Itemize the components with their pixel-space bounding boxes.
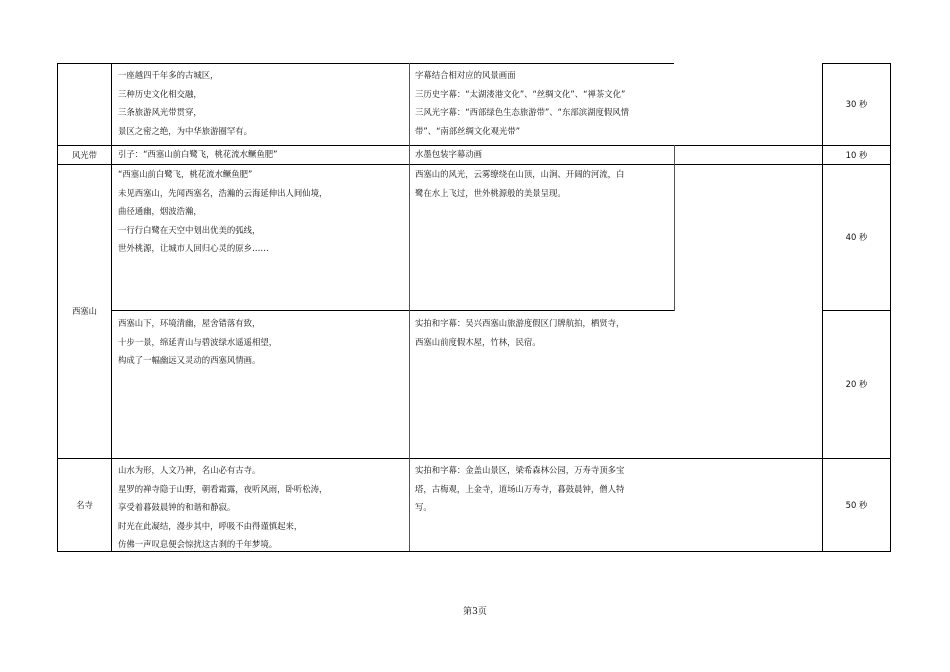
row-3-category: 西塞山 [71, 306, 98, 317]
row-3-duration: 40 秒 [845, 232, 868, 243]
narration-line: 星罗的禅寺隐于山野，朝看霜露，夜听风雨，卧听松涛， [118, 483, 328, 494]
narration-line: 曲径通幽，烟波浩瀚， [118, 206, 202, 216]
row-1-narration [118, 66, 252, 140]
narration-line: 时光在此凝结，漫步其中，呼吸不由得谨慎起来， [118, 520, 303, 531]
visual-line: 实拍和字幕：吴兴西塞山旅游度假区门牌航拍，栖贤寺， [415, 318, 625, 328]
narration-line: 山水为形，人文乃神，名山必有古寺。 [118, 465, 261, 475]
visual-line: 鹭在水上飞过，世外桃源般的美景呈现。 [415, 187, 566, 198]
narration-line: 引子：“西塞山前白鹭飞，桃花流水鳜鱼肥” [118, 149, 278, 159]
column-divider-2 [409, 63, 410, 551]
narration-line: 三条旅游风光带贯穿， [118, 107, 202, 117]
row-5-narration [118, 461, 327, 554]
visual-line: 写。 [415, 502, 432, 512]
visual-line: 三历史字幕：“太湖溇港文化”、“丝绸文化”、“禅茶文化” [415, 88, 626, 99]
row-3-narration [118, 165, 327, 258]
row-1-duration: 30 秒 [845, 99, 868, 110]
row-4-visual [415, 314, 624, 351]
narration-line: 构成了一幅幽远又灵动的西塞风情画。 [118, 355, 261, 365]
narration-line: 景区之密之绝，为中华旅游圈罕有。 [118, 125, 252, 136]
visual-line: 西塞山的风光，云雾缭绕在山顶，山涧、开阔的河流，白 [415, 169, 625, 179]
row-2-duration: 10 秒 [845, 149, 868, 160]
narration-line: 十步一景，绵延青山与碧波绿水遥遥相望， [118, 336, 278, 347]
visual-line: 西塞山前度假木屋，竹林，民宿。 [415, 336, 541, 347]
visual-line: 塔，古梅观，上金寺，道场山万寿寺，暮鼓晨钟，僧人特 [415, 483, 625, 494]
page-number: 第3页 [463, 607, 487, 617]
row-3-visual [415, 165, 624, 202]
visual-line: 水墨包装字幕动画 [415, 149, 482, 159]
visual-line: 带”、“南部丝绸文化观光带” [415, 125, 521, 136]
column-divider-3 [674, 145, 675, 311]
row-5-duration: 50 秒 [845, 499, 868, 510]
narration-line: 未见西塞山，先闻西塞名，浩瀚的云海延伸出人间仙境， [118, 187, 328, 198]
narration-line: 一座越四千年多的古城区， [118, 70, 219, 80]
narration-line: 西塞山下，环境清幽，屋舍错落有致， [118, 318, 261, 328]
row-1-top-line-left [57, 63, 674, 64]
column-divider-1 [111, 63, 112, 551]
row-2-category: 风光带 [71, 149, 98, 160]
narration-line: 三种历史文化相交融， [118, 88, 202, 99]
row-5-category: 名寺 [76, 499, 93, 510]
table-right-border [890, 63, 891, 551]
narration-line: “西塞山前白鹭飞，桃花流水鳜鱼肥” [118, 169, 253, 179]
narration-line: 一行行白鹭在天空中划出优美的弧线， [118, 224, 261, 235]
narration-line: 仿佛一声叹息便会惊扰这古刹的千年梦境。 [118, 539, 278, 549]
narration-line: 享受着暮鼓晨钟的和谐和静寂。 [118, 502, 236, 512]
row-2-visual [415, 145, 482, 164]
row-2-narration [118, 145, 277, 164]
narration-line: 世外桃源，让城市人回归心灵的原乡…… [118, 243, 269, 253]
row-4-top-line-left [111, 310, 675, 311]
visual-line: 字幕结合相对应的风景画面 [415, 70, 516, 80]
row-5-visual [415, 461, 624, 517]
row-4-narration [118, 314, 277, 370]
visual-line: 三风光字幕：“西部绿色生态旅游带”、“东部滨湖度假风情 [415, 107, 630, 117]
row-4-duration: 20 秒 [845, 379, 868, 390]
row-5-top-line [57, 458, 891, 459]
row-1-visual [415, 66, 629, 140]
visual-line: 实拍和字幕：金盖山景区，梁希森林公园，万寿寺顶多宝 [415, 465, 625, 475]
